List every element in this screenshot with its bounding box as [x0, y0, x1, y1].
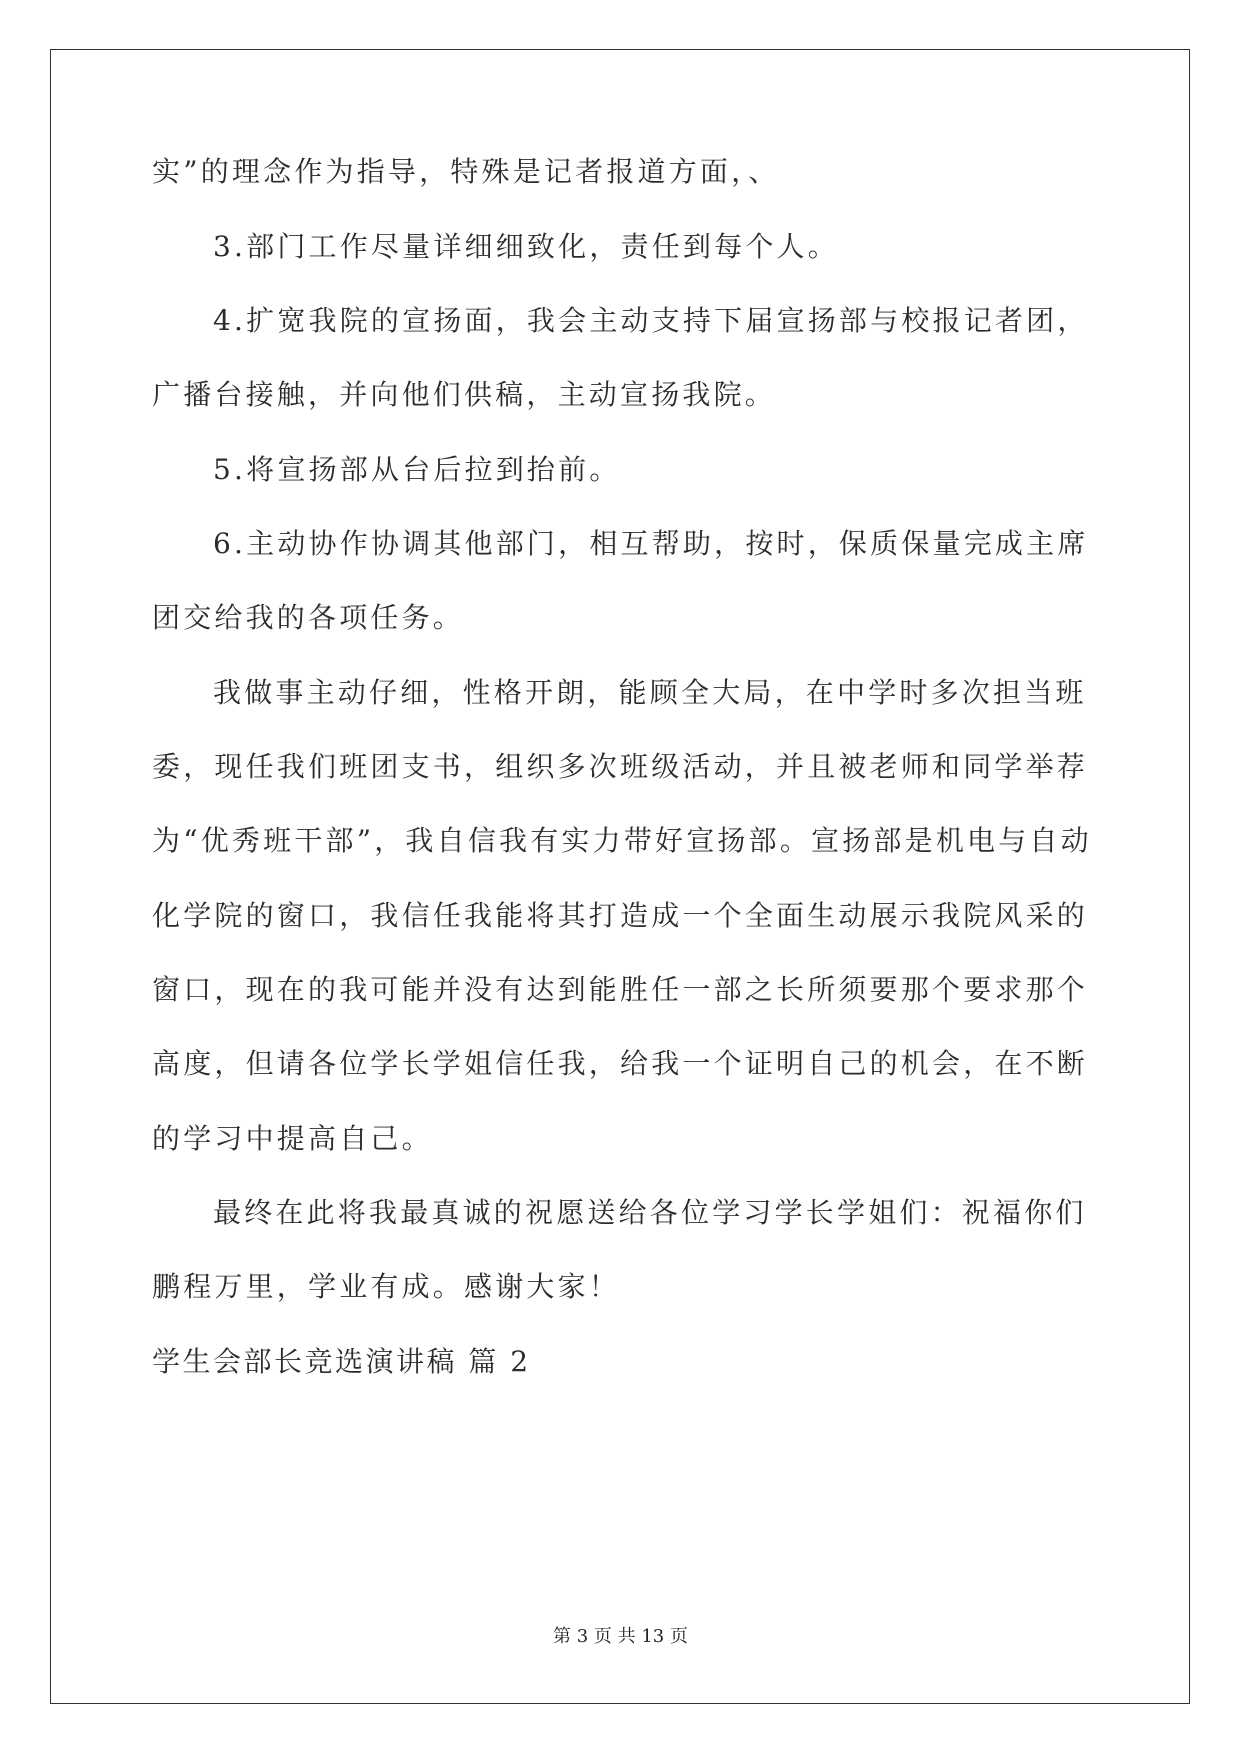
paragraph-line: 的学习中提高自己。 — [152, 1122, 433, 1155]
paragraph-line: 鹏程万里，学业有成。感谢大家！ — [152, 1270, 621, 1303]
list-item-5: 5.将宣扬部从台后拉到抬前。 — [213, 453, 621, 486]
page-frame — [50, 49, 1190, 1704]
list-item-3: 3.部门工作尽量详细细致化，责任到每个人。 — [213, 230, 839, 263]
list-item-4-line-2: 广播台接触，并向他们供稿，主动宣扬我院。 — [152, 378, 777, 411]
paragraph-line: 最终在此将我最真诚的祝愿送给各位学习学长学姐们：祝福你们 — [213, 1196, 1087, 1229]
paragraph-line: 为“优秀班干部”，我自信我有实力带好宣扬部。宣扬部是机电与自动 — [152, 824, 1092, 857]
list-item-6-line-1: 6.主动协作协调其他部门，相互帮助，按时，保质保量完成主席 — [213, 527, 1089, 560]
page-number-footer: 第 3 页 共 13 页 — [553, 1626, 688, 1647]
list-item-6-line-2: 团交给我的各项任务。 — [152, 601, 465, 634]
paragraph-line-1: 实”的理念作为指导，特殊是记者报道方面，、 — [152, 155, 780, 188]
paragraph-line: 窗口，现在的我可能并没有达到能胜任一部之长所须要那个要求那个 — [152, 973, 1089, 1006]
paragraph-line: 我做事主动仔细，性格开朗，能顾全大局，在中学时多次担当班 — [213, 676, 1087, 709]
paragraph-line: 化学院的窗口，我信任我能将其打造成一个全面生动展示我院风采的 — [152, 899, 1089, 932]
list-item-4-line-1: 4.扩宽我院的宣扬面，我会主动支持下届宣扬部与校报记者团， — [213, 304, 1089, 337]
paragraph-line: 委，现任我们班团支书，组织多次班级活动，并且被老师和同学举荐 — [152, 750, 1089, 783]
paragraph-line: 高度，但请各位学长学姐信任我，给我一个证明自己的机会，在不断 — [152, 1047, 1089, 1080]
section-heading: 学生会部长竞选演讲稿 篇 2 — [152, 1345, 531, 1378]
